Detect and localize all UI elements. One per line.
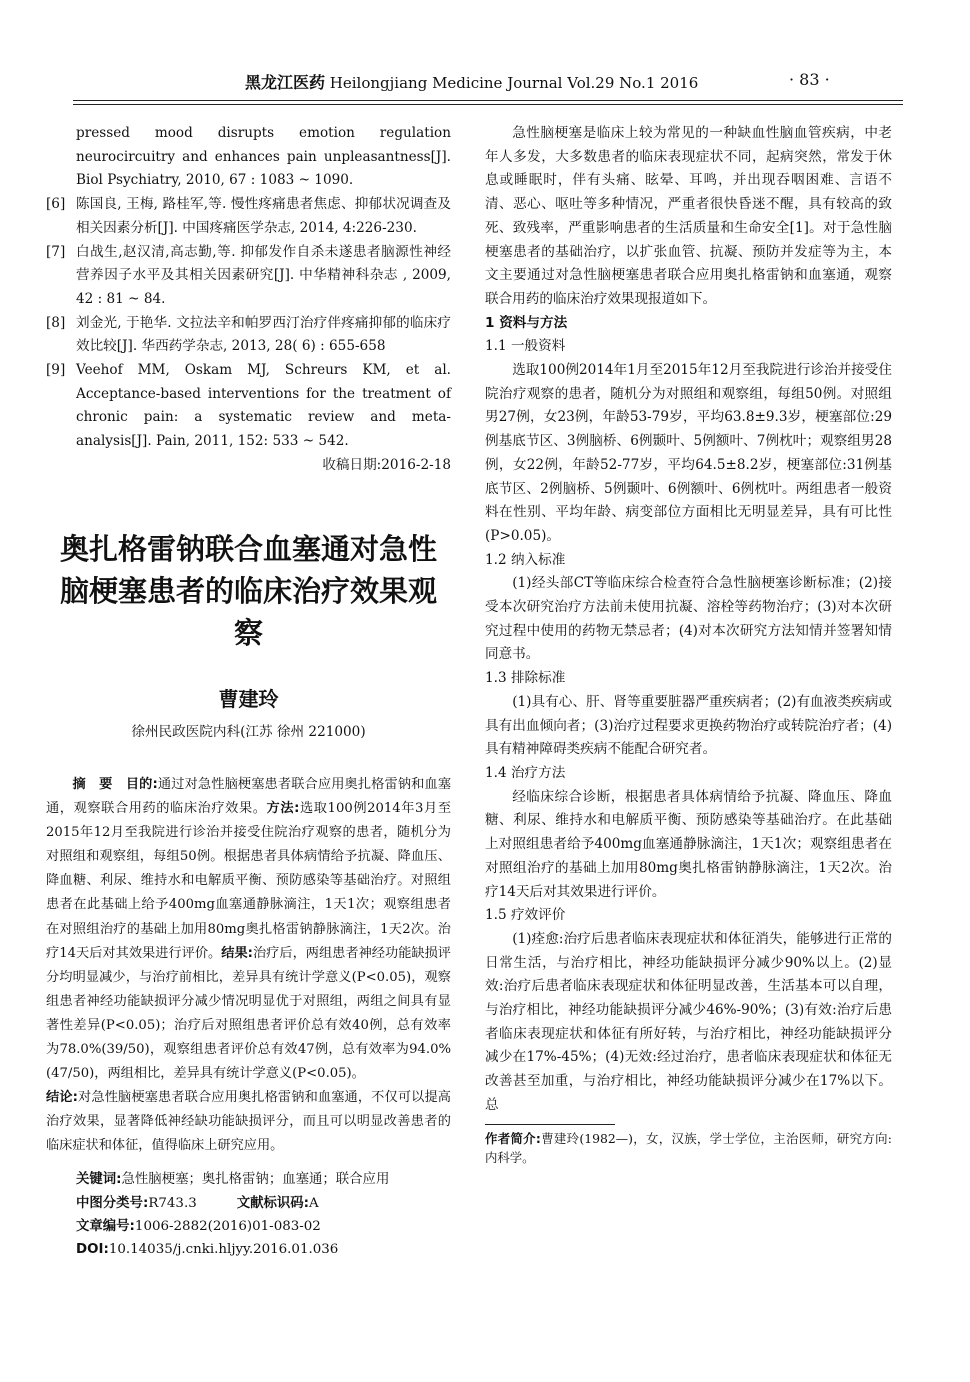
- objective-label: 目的:: [125, 776, 158, 792]
- reference-item: [46, 193, 451, 240]
- reference-item: [46, 241, 451, 312]
- doi-label: DOI:: [76, 1242, 109, 1258]
- doc-code-label: 文献标识码:: [236, 1195, 310, 1211]
- doc-code-value: A: [309, 1195, 319, 1211]
- footnote-text: 曹建玲(1982—)，女，汉族，学士学位，主治医师，研究方向:内科学。: [485, 1130, 892, 1165]
- general-data-paragraph: 选取100例2014年1月至2015年12月至我院进行诊治并接受住院治疗观察的患者，随机分为对照组和观察组，每组50例。对照组男27例，女23例，年龄53-79岁，平均63.8±9.3岁，梗塞部位:29例基底节区、3例脑桥、6例颞叶、5例额叶、7例枕叶；观察组男28例，女22例，年龄52-77岁，平均64.5±8.2岁，梗塞部位:31例基底节区、2例脑桥、5例颞叶、6例额叶、6例枕叶。两组患者一般资料在性别、平均年龄、病变部位方面相比无明显差异，具有可比性(P>0.05)。: [485, 362, 892, 544]
- subsection-heading: 1.2 纳入标准: [485, 551, 566, 568]
- conclusion-label: 结论:: [46, 1090, 78, 1106]
- evaluation-paragraph: (1)痊愈:治疗后患者临床表现症状和体征消失，能够进行正常的日常生活，与治疗相比，神经功能缺损评分减少90%以上。(2)显效:治疗后患者临床表现症状和体征明显改善，生活基本可以自理，与治疗相比，神经功能缺损评分减少46%-90%；(3)有效:治疗后患者临床表现症状和体征有所好转，与治疗相比，神经功能缺损评分减少在17%-45%；(4)无效:经过治疗，患者临床表现症状和体征无改善甚至加重，与治疗相比，神经功能缺损评分减少在17%以下。总: [485, 930, 892, 1113]
- abstract-objective: 通过对急性脑梗塞患者联合应用奥扎格雷钠和血塞通，观察联合用药的临床治疗效果。: [46, 776, 452, 817]
- reference-text: 白战生,赵汉清,高志勤,等. 抑郁发作自杀未遂患者脑源性神经营养因子水平及其相关因素研究[J]. 中华精神科杂志 , 2009, 42 : 81 ~ 84.: [76, 243, 451, 307]
- subsection-heading: 1.5 疗效评价: [485, 907, 566, 924]
- result-label: 结果:: [221, 945, 253, 961]
- author-name: 曹建玲: [218, 686, 279, 711]
- journal-title-cn: 黑龙江医药: [245, 73, 326, 92]
- header-rule-thin: [73, 104, 903, 105]
- intro-paragraph: 急性脑梗塞是临床上较为常见的一种缺血性脑血管疾病，中老年人多发，大多数患者的临床表现症状不同，起病突然，常发于休息或睡眠时，伴有头痛、眩晕、耳鸣，并出现吞咽困难、言语不清、恶心、呕吐等多种情况，严重者很快昏迷不醒，具有较高的致死、致残率，严重影响患者的生活质量和生命安全[1]。对于急性脑梗塞患者的基础治疗，以扩张血管、抗凝、预防并发症等为主，本文主要通过对急性脑梗塞患者联合应用奥扎格雷钠和血塞通，观察联合用药的临床治疗效果现报道如下。: [485, 125, 892, 307]
- keywords-label: 关键词:: [76, 1172, 122, 1188]
- inclusion-paragraph: (1)经头部CT等临床综合检查符合急性脑梗塞诊断标准；(2)接受本次研究治疗方法前未使用抗凝、溶栓等药物治疗；(3)对本次研究过程中使用的药物无禁忌者；(4)对本次研究方法知情并签署知情同意书。: [485, 575, 892, 663]
- header-rule: [73, 100, 903, 101]
- section-heading: 1 资料与方法: [485, 314, 568, 331]
- abstract: [46, 773, 451, 1159]
- abstract-conclusion-paragraph: [46, 1086, 451, 1158]
- subsection-heading: 1.3 排除标准: [485, 670, 566, 687]
- method-label: 方法:: [266, 801, 300, 817]
- doi-value: 10.14035/j.cnki.hljyy.2016.01.036: [108, 1242, 339, 1258]
- author-affiliation: 徐州民政医院内科(江苏 徐州 221000): [131, 724, 366, 741]
- keywords-value: 急性脑梗塞；奥扎格雷钠；血塞通；联合应用: [121, 1172, 390, 1188]
- reference-number: [7]: [46, 243, 66, 260]
- abstract-body: [46, 773, 451, 1086]
- footnote-rule: [485, 1124, 615, 1125]
- received-date: 收稿日期:2016-2-18: [322, 456, 451, 473]
- clc-label: 中图分类号:: [76, 1195, 149, 1211]
- footnote-label: 作者简介:: [485, 1130, 541, 1146]
- reference-number: [8]: [46, 314, 66, 331]
- reference-text: 刘金光, 于艳华. 文拉法辛和帕罗西汀治疗伴疼痛抑郁的临床疗效比较[J]. 华西药学杂志, 2013, 28( 6) : 655-658: [76, 314, 451, 355]
- article-title: 奥扎格雷钠联合血塞通对急性脑梗塞患者的临床治疗效果观察: [59, 531, 437, 650]
- reference-item: [46, 312, 451, 359]
- doi: [76, 1238, 451, 1261]
- reference-item: [46, 359, 451, 454]
- article-number-label: 文章编号:: [76, 1218, 135, 1234]
- article-number-value: 1006-2882(2016)01-083-02: [134, 1218, 321, 1234]
- left-column: [46, 122, 451, 1261]
- reference-number: [9]: [46, 362, 66, 379]
- keywords: [76, 1168, 451, 1191]
- treatment-paragraph: 经临床综合诊断，根据患者具体病情给予抗凝、降血压、降血糖、利尿、维持水和电解质平衡、预防感染等基础治疗。在此基础上对照组患者给予400mg血塞通静脉滴注，1天1次；观察组患者在对照组治疗的基础上加用80mg奥扎格雷钠静脉滴注，1天2次。治疗14天后对其效果进行评价。: [485, 788, 892, 900]
- abstract-conclusion: 对急性脑梗塞患者联合应用奥扎格雷钠和血塞通，不仅可以提高治疗效果，显著降低神经缺功能缺损评分，而且可以明显改善患者的临床症状和体征，值得临床上研究应用。: [46, 1090, 451, 1154]
- subsection-heading: 1.4 治疗方法: [485, 764, 566, 781]
- reference-continued: pressed mood disrupts emotion regulation neurocircuitry and enhances pain unpleasantness[J]. Biol Psychiatry, 2010, 67 : 1083 ~ 1090.: [76, 125, 451, 189]
- abstract-method: 选取100例2014年3月至2015年12月至我院进行诊治并接受住院治疗观察的患者，随机分为对照组和观察组，每组50例。根据患者具体病情给予抗凝、降血压、降血糖、利尿、维持水和电解质平衡、预防感染等基础治疗。对照组患者在此基础上给予400mg血塞通静脉滴注，1天1次；观察组患者在对照组治疗的基础上加用80mg奥扎格雷钠静脉滴注，1天2次。治疗14天后对其效果进行评价。: [46, 801, 452, 961]
- reference-text: Veehof MM, Oskam MJ, Schreurs KM, et al. Acceptance-based interventions for the treatment of chronic pain: a systematic review and meta-analysis[J]. Pain, 2011, 152: 533 ~ 542.: [76, 362, 451, 450]
- reference-text: 陈国良, 王梅, 路桂军,等. 慢性疼痛患者焦虑、抑郁状况调查及相关因素分析[J]. 中国疼痛医学杂志, 2014, 4:226-230.: [76, 196, 451, 236]
- journal-title-en: Heilongjiang Medicine Journal Vol.29 No.1 2016: [329, 74, 699, 92]
- journal-title: [245, 70, 698, 93]
- abstract-result: 治疗后，两组患者神经功能缺损评分均明显减少，与治疗前相比，差异具有统计学意义(P<0.05)，观察组患者神经功能缺损评分减少情况明显优于对照组，两组之间具有显著性差异(P<0.05)；治疗后对照组患者评价总有效40例，总有效率为78.0%(39/50)，观察组患者评价总有效47例，总有效率为94.0%(47/50)，两组相比，差异具有统计学意义(P<0.05)。: [46, 945, 451, 1082]
- abstract-label: 摘 要: [72, 776, 113, 792]
- exclusion-paragraph: (1)具有心、肝、肾等重要脏器严重疾病者；(2)有血液类疾病或具有出血倾向者；(3)治疗过程要求更换药物治疗或转院治疗者；(4)具有精神障碍类疾病不能配合研究者。: [485, 693, 892, 758]
- right-column: [485, 122, 892, 1167]
- clc-value: R743.3: [148, 1195, 197, 1211]
- subsection-heading: 1.1 一般资料: [485, 338, 566, 355]
- article-number: [76, 1215, 451, 1238]
- classification: [76, 1192, 451, 1215]
- article-metadata: [46, 1168, 451, 1261]
- reference-number: [6]: [46, 196, 66, 213]
- page-number: · 83 ·: [789, 70, 830, 89]
- author-footnote: [485, 1129, 892, 1167]
